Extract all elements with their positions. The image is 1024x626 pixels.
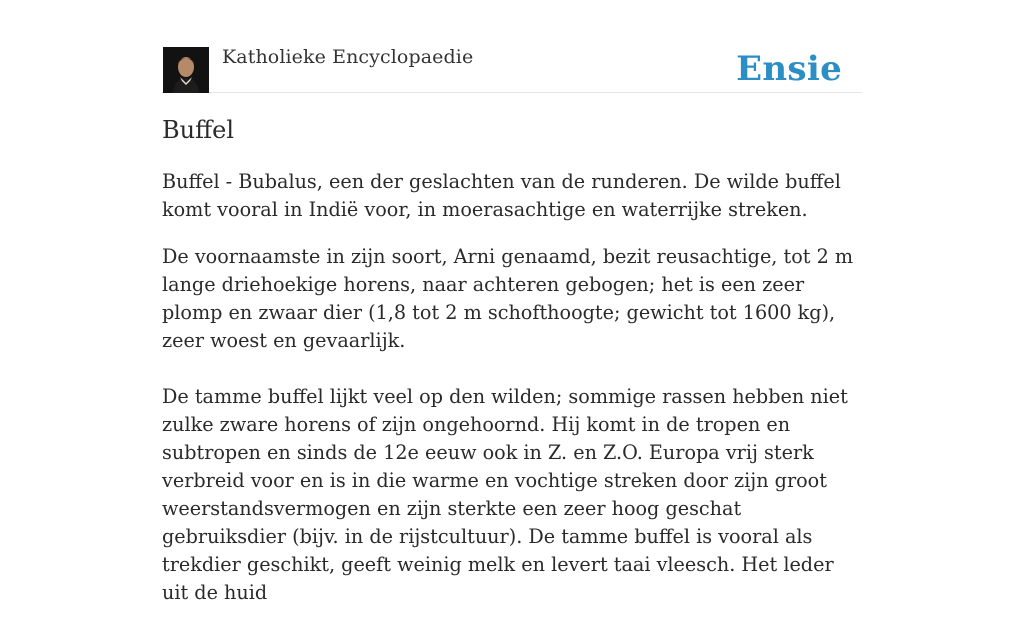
article-paragraph: Buffel - Bubalus, een der geslachten van de runderen. De wilde buffel komt vooral in Indië voor, in moerasachtige en waterrijke streken. (162, 170, 841, 221)
content-column (162, 0, 862, 604)
portrait-avatar-icon[interactable] (163, 47, 209, 93)
article-title: Buffel (162, 116, 235, 144)
source-title[interactable]: Katholieke Encyclopaedie (222, 46, 474, 68)
article-body (162, 168, 862, 626)
brand-logo[interactable]: Ensie (736, 49, 842, 89)
article-paragraph: De voornaamste in zijn soort, Arni genaamd, bezit reusachtige, tot 2 m lange driehoekige horens, naar achteren gebogen; het is een zeer plomp en zwaar dier (1,8 tot 2 m schofthoogte; gewicht tot 1600 kg), zeer woest en gevaarlijk. De tamme buffel lijkt veel op den wilden; sommige rassen hebben niet zulke zware horens of zijn ongehoornd. Hij komt in de tropen en subtropen en sinds de 12e eeuw ook in Z. en Z.O. Europa vrij sterk verbreid voor en is in die warme en vochtige streken door zijn groot weerstandsvermogen en zijn sterkte een zeer hoog geschat gebruiksdier (bijv. in de rijstcultuur). De tamme buffel is vooral als trekdier geschikt, geeft weinig melk en levert taai vleesch. Het leder uit de huid (162, 245, 854, 604)
header (162, 0, 862, 93)
